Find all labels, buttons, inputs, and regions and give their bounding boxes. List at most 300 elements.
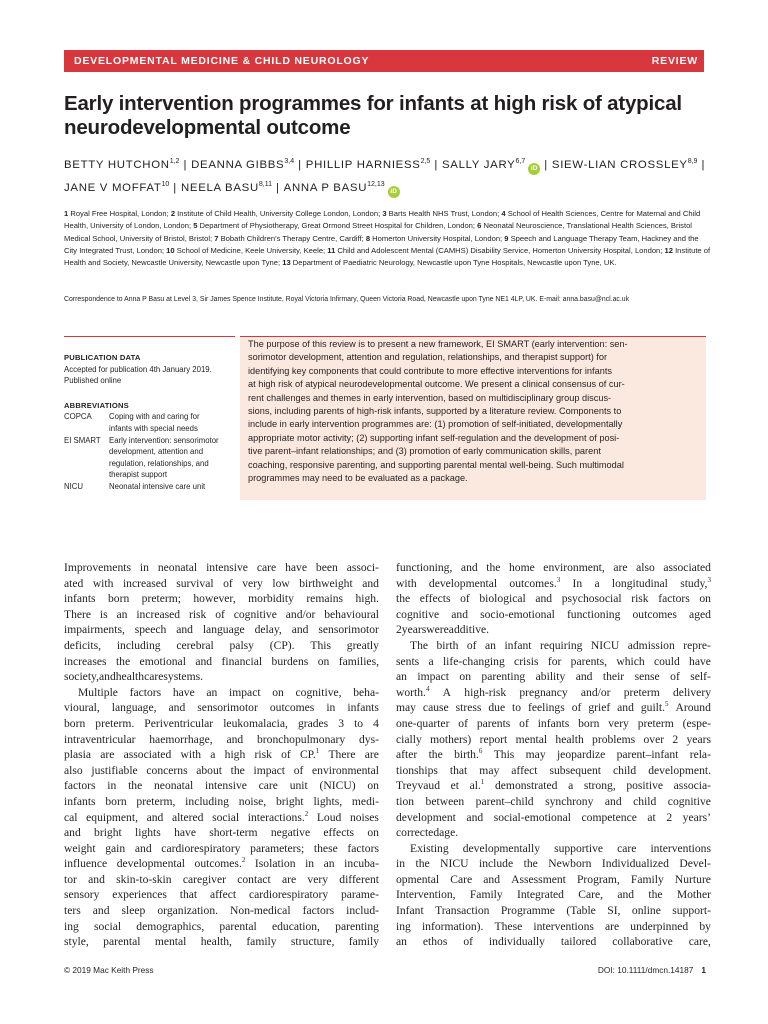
body-text-line [64, 810, 379, 826]
body-word: parenting [335, 919, 379, 933]
body-word: impact [229, 685, 261, 699]
body-word: an [206, 685, 218, 699]
author-affiliation-number: 12,13 [367, 180, 385, 188]
body-word: by [699, 919, 711, 933]
body-word: also [64, 763, 83, 777]
body-word: Isolation [254, 857, 296, 871]
author-separator: | [701, 158, 706, 171]
body-text-line [64, 654, 379, 670]
body-word: care [617, 841, 637, 855]
body-word: environment, [543, 561, 605, 574]
body-word: were [426, 623, 449, 637]
body-word: the [115, 654, 131, 668]
body-word: including [116, 638, 161, 652]
body-word: very [242, 576, 263, 590]
body-word: and [451, 607, 469, 621]
author-name: JANE V MOFFAT [64, 181, 162, 194]
body-word: tor [64, 872, 77, 886]
body-word: are [605, 919, 620, 933]
body-text-line [64, 716, 379, 732]
body-text-line [396, 716, 711, 732]
body-word: factors [64, 779, 96, 793]
body-word: factors [302, 904, 335, 918]
citation-number: 2 [304, 809, 309, 818]
body-word: very [608, 716, 629, 730]
body-text-line [64, 669, 379, 685]
author-separator: | [276, 181, 280, 194]
body-word: preterm, [136, 794, 176, 808]
body-word: child [633, 794, 657, 808]
body-word: mothers) [430, 732, 472, 746]
body-word: the [428, 748, 443, 762]
body-word: preterm. [95, 716, 135, 730]
body-word: Improvements [64, 561, 131, 574]
body-word: sensorimotor [197, 701, 258, 715]
body-word: care [144, 670, 164, 684]
body-word: and/or [285, 607, 316, 621]
body-word: child [613, 763, 637, 777]
body-word: greatly [346, 638, 379, 652]
body-word: which [616, 654, 645, 668]
body-word: an [323, 857, 335, 871]
body-word: an [396, 935, 407, 949]
author-name: DEANNA GIBBS [191, 158, 285, 171]
body-text-line [64, 638, 379, 654]
body-word: of [571, 701, 582, 715]
body-word: parents, [570, 654, 608, 668]
body-word: in [139, 561, 149, 574]
body-word: ing [64, 919, 79, 933]
body-word: neonatal [154, 779, 194, 793]
author-affiliation-number: 2,5 [420, 158, 431, 165]
body-word: of [281, 748, 291, 762]
body-word: worth.$^4$ [396, 684, 430, 699]
body-word: There [64, 607, 92, 621]
body-word: a [594, 576, 600, 590]
article-title [64, 92, 714, 140]
body-text-line [396, 732, 711, 748]
body-word: functioning [566, 607, 621, 621]
body-word: bronchopulmonary [256, 732, 346, 746]
body-word: factors [347, 841, 379, 855]
body-text-line [64, 622, 379, 638]
body-word: al.$^1$ [469, 778, 485, 793]
body-word: infants [537, 716, 570, 730]
body-word: include [479, 857, 514, 871]
body-word: requiring [539, 638, 583, 652]
body-word: and [535, 592, 553, 606]
body-word: very [307, 872, 329, 886]
body-text-line [64, 576, 379, 592]
citation-number: 1 [480, 778, 485, 787]
body-word: Integrated [516, 888, 564, 902]
body-word: demonstrated [494, 779, 558, 793]
body-word: language [202, 623, 245, 637]
body-word: and [460, 561, 478, 574]
body-word: care [258, 779, 278, 793]
author-separator: | [173, 181, 177, 194]
body-word: palsy [229, 638, 254, 652]
body-text-line [64, 794, 379, 810]
body-word: delivery [673, 685, 711, 699]
body-word: CP.$^1$ [299, 747, 320, 762]
body-word: birth [436, 638, 459, 652]
body-text-line [64, 825, 379, 841]
body-word: could [653, 654, 680, 668]
body-word: synchrony [545, 794, 594, 808]
body-word: with [396, 576, 417, 590]
body-word: and [134, 841, 152, 855]
body-word: dys- [359, 732, 379, 746]
abbreviation-line: development, attention and [109, 447, 204, 457]
body-word: medi- [351, 794, 379, 808]
body-word: Care [450, 872, 473, 886]
body-word: cially [396, 732, 422, 746]
body-word: contact [237, 872, 271, 886]
body-word: cerebral [176, 638, 214, 652]
body-word: Family [469, 888, 503, 902]
body-word: Transaction [435, 904, 490, 918]
body-word: noises [349, 810, 379, 824]
body-word: education, [271, 919, 320, 933]
abbreviation-definition [109, 435, 235, 481]
body-word: gain [105, 841, 126, 855]
body-word: and [226, 732, 244, 746]
abbreviation-row [64, 411, 235, 434]
body-word: 4 [373, 716, 379, 730]
body-word: preterm [637, 716, 674, 730]
body-word: and [92, 904, 110, 918]
body-word: justifiable [91, 763, 138, 777]
body-word: and [604, 794, 622, 808]
body-text-line [64, 700, 379, 716]
citation-number: 4 [425, 684, 430, 693]
affiliation-text: School of Medicine, Keele University, Keele; [174, 245, 328, 255]
body-text-line [64, 903, 379, 919]
body-word: impact [253, 763, 286, 777]
body-column-right [396, 560, 711, 950]
body-word: effects [323, 826, 355, 840]
body-word: and [195, 654, 213, 668]
citation-number: 1 [315, 747, 320, 756]
abbreviation-line: Coping with and caring for [109, 412, 200, 422]
body-word: and [575, 670, 593, 684]
publication-data-panel [64, 336, 235, 527]
abstract-line: coaching, responsive parenting, and supporting parental mental well-being. Such multimodal [248, 459, 624, 470]
body-word: and [99, 670, 116, 684]
body-word: and [483, 872, 501, 886]
affiliation-text: Child and Adolescent Mental (CAMHS) Disability Service, Homerton University Hospital, London; [335, 245, 665, 255]
body-word: one-quarter [396, 716, 450, 730]
body-word: in [305, 857, 315, 871]
body-word: factors [658, 592, 690, 606]
body-word: mental [515, 732, 548, 746]
abstract-line: rent challenges and themes in early intervention, based on multidisciplinary group discus- [248, 392, 612, 403]
body-word: family [348, 935, 379, 949]
body-word: a [210, 748, 216, 762]
body-word: strong, [583, 779, 616, 793]
abstract-line: tive parent–infant relationships; and (3) promotion of early communication skills, parent [248, 446, 601, 457]
body-text-line [64, 856, 379, 872]
body-text-line [64, 560, 379, 576]
body-text-line [64, 732, 379, 748]
body-word: age. [439, 826, 459, 840]
body-word: skin-to-skin [116, 872, 172, 886]
body-word: have [174, 826, 196, 840]
body-word: jeopardize [556, 748, 606, 762]
body-text-line [396, 872, 711, 888]
body-word: the [415, 857, 430, 871]
body-word: problems [592, 732, 636, 746]
body-word: structure, [290, 935, 335, 949]
affiliation-number: 6 [477, 221, 482, 231]
body-word: socio-emotional [480, 607, 555, 621]
body-word: functioning, [396, 561, 453, 574]
published-online: Published online [64, 376, 122, 386]
body-word: on [317, 654, 330, 668]
body-word: bright [275, 794, 304, 808]
affiliation-number: 8 [365, 233, 371, 243]
abstract-line: The purpose of this review is to present a new framework, EI SMART (early intervention: sen- [248, 339, 628, 349]
abbreviation-definition [109, 481, 235, 493]
abstract-line: sions, including parents of high-risk infants, supported by a literature review. Components to [248, 406, 622, 417]
body-word: years [686, 732, 711, 746]
abstract-line: at high risk of atypical neurodevelopmental outcome. We present a clinical consensus of cur- [248, 379, 625, 390]
body-text-line [396, 747, 711, 763]
body-word: 2 [396, 623, 402, 637]
affiliations [64, 208, 712, 269]
body-word: (NICU) [319, 779, 356, 793]
body-word: to [512, 701, 522, 715]
author-affiliation-number: 6,7 [515, 158, 526, 165]
body-word: This [310, 638, 331, 652]
author-separator: | [434, 158, 438, 171]
affiliation-number: 11 [327, 245, 336, 255]
body-word: and [64, 826, 81, 840]
body-word: the [648, 888, 663, 902]
body-word: a [568, 779, 574, 793]
body-word: parent–child [475, 794, 534, 808]
body-word: born [105, 794, 127, 808]
affiliation-number: 9 [504, 233, 509, 243]
body-word: may [396, 701, 416, 715]
body-word: and [88, 872, 105, 886]
body-word: and [466, 810, 484, 824]
body-word: beha- [353, 685, 379, 699]
body-word: associated [123, 748, 172, 762]
body-word: short-term [209, 826, 258, 840]
body-word: information). [421, 919, 484, 933]
affiliation-number: 3 [382, 209, 387, 218]
affiliation-number: 10 [166, 245, 175, 255]
body-word: are [281, 872, 297, 886]
correspondence: Correspondence to Anna P Basu at Level 3, Sir James Spence Institute, Royal Victoria Infirmary, Queen Victoria Road, Newcastle upon Tyne NE1 4LP, UK. E-mail: anna.basu@ncl.ac.uk [64, 296, 630, 303]
body-word: cause [422, 701, 449, 715]
author-affiliation-number: 8,9 [687, 158, 698, 165]
body-word: with [92, 576, 114, 590]
body-word: associ- [346, 561, 379, 574]
body-word: tionships [396, 763, 438, 777]
body-word: and/or [580, 685, 611, 699]
author-name: NEELA BASU [180, 181, 259, 194]
body-word: emotional [139, 654, 186, 668]
body-word: et [450, 779, 459, 793]
affiliation-number: 12 [664, 245, 673, 255]
body-word: of [463, 935, 473, 949]
author-separator: | [298, 158, 302, 171]
body-text-line [64, 872, 379, 888]
body-word: of [519, 716, 529, 730]
body-word: subsequent [549, 763, 601, 777]
body-word: online [631, 904, 661, 918]
body-text-line [64, 763, 379, 779]
body-word: the [230, 763, 245, 777]
body-word: social-emotional [493, 810, 571, 824]
body-word: developmental [428, 576, 498, 590]
body-word: cognitive [396, 607, 440, 621]
body-word: after [396, 748, 418, 762]
body-word: Family [630, 872, 664, 886]
body-text-line [396, 841, 711, 857]
body-word: of [460, 592, 470, 606]
body-text-line [64, 934, 379, 950]
body-word: sleep [121, 904, 146, 918]
body-word: noise, [238, 794, 267, 808]
body-word: preterm [623, 685, 660, 699]
author-name: PHILLIP HARNIESS [305, 158, 421, 171]
body-word: years [401, 623, 427, 637]
body-word: collaborative [612, 935, 673, 949]
body-word: competence [581, 810, 637, 824]
body-word: their [602, 670, 625, 684]
body-word: on [367, 779, 379, 793]
body-word: Individualized [601, 857, 669, 871]
body-word: risk [188, 607, 207, 621]
abstract-box [240, 336, 706, 500]
body-word: outcomes [269, 701, 315, 715]
body-word: to [354, 716, 364, 730]
body-text-line [64, 887, 379, 903]
body-word: home [508, 561, 535, 574]
body-word: outcomes.$^2$ [194, 856, 246, 871]
author-name: ANNA P BASU [283, 181, 368, 194]
author-line [64, 175, 714, 198]
body-word: on [459, 670, 471, 684]
body-word: positive [626, 779, 664, 793]
body-word: weight [64, 841, 96, 855]
body-word: plasia [64, 748, 92, 762]
body-word: on [272, 685, 284, 699]
abbreviation-key: COPCA [64, 412, 92, 422]
body-word: impairments, [64, 623, 125, 637]
body-word: may [525, 748, 546, 762]
body-word: in [396, 857, 406, 871]
body-word: outcomes [632, 607, 677, 621]
body-word: different [339, 872, 379, 886]
body-word: feelings [528, 701, 565, 715]
affiliation-number: 2 [170, 209, 176, 218]
body-word: associa- [673, 779, 711, 793]
abstract-line: appropriate motor activity; (2) supporting infant self-regulation and the development of posi- [248, 432, 620, 443]
body-word: of [670, 670, 680, 684]
body-word: Devel- [679, 857, 711, 871]
body-word: are [100, 748, 115, 762]
body-word: been [315, 561, 338, 574]
body-word: intensive [206, 561, 248, 574]
body-word: Around [675, 701, 711, 715]
body-word: (Table [566, 904, 596, 918]
page-number: 1 [701, 965, 706, 975]
body-word: pregnancy [519, 685, 568, 699]
body-word: supportive [554, 841, 604, 855]
abbreviation-line: regulation, relationships, and [109, 458, 209, 468]
body-word: parents [476, 716, 511, 730]
body-word: care [256, 561, 277, 574]
body-word: born [578, 716, 600, 730]
body-word: parame- [340, 888, 379, 902]
body-word: negative [270, 826, 311, 840]
body-word: is [99, 607, 108, 621]
body-word: and [362, 576, 379, 590]
journal-header-bar [64, 50, 704, 72]
body-word: of [466, 638, 477, 652]
body-word: 2 [672, 732, 679, 746]
body-text-line [396, 685, 711, 701]
body-word: parent–infant [616, 748, 679, 762]
body-word: burdens [271, 654, 309, 668]
body-word: lights [135, 826, 161, 840]
body-word: health [115, 670, 145, 684]
body-word: In [572, 576, 583, 590]
body-word: of [293, 763, 304, 777]
body-word: remains [306, 592, 344, 606]
body-word: increased [122, 576, 167, 590]
body-word: SI, [607, 904, 621, 918]
body-word: NICU [590, 638, 620, 652]
body-text-line [64, 841, 379, 857]
body-text-line [64, 591, 379, 607]
body-word: Multiple [78, 685, 118, 699]
body-word: including [185, 794, 229, 808]
orcid-icon: iD [528, 163, 540, 175]
doi: DOI: 10.1111/dmcn.14187 [597, 965, 694, 975]
publication-data-heading: PUBLICATION DATA [64, 353, 141, 362]
body-text-line [396, 763, 711, 779]
body-word: mental [154, 935, 187, 949]
body-word: about [196, 763, 222, 777]
body-word: and [291, 623, 309, 637]
body-word: increases [64, 654, 107, 668]
body-word: infant [504, 638, 532, 652]
affiliation-text: Barts Health NHS Trust, London; [386, 209, 502, 218]
abstract-line: sorimotor development, attention and regulation, relationships, and therapist support) for [248, 352, 608, 363]
body-word: effects [419, 592, 451, 606]
title-line: Early intervention programmes for infants at high risk of atypical [64, 92, 682, 115]
body-word: crisis [514, 654, 539, 668]
body-word: study,$^3$ [680, 575, 711, 590]
body-word: the [128, 779, 143, 793]
body-word: stress [455, 701, 482, 715]
body-word: additive. [448, 623, 490, 637]
body-word: survival [176, 576, 214, 590]
body-word: organization. [157, 904, 219, 918]
body-word: intraventricular [64, 732, 136, 746]
body-text-line [396, 887, 711, 903]
body-word: Intervention, [396, 888, 456, 902]
body-word: Infant [396, 904, 424, 918]
body-word: Program, [576, 872, 620, 886]
body-word: support- [672, 904, 711, 918]
